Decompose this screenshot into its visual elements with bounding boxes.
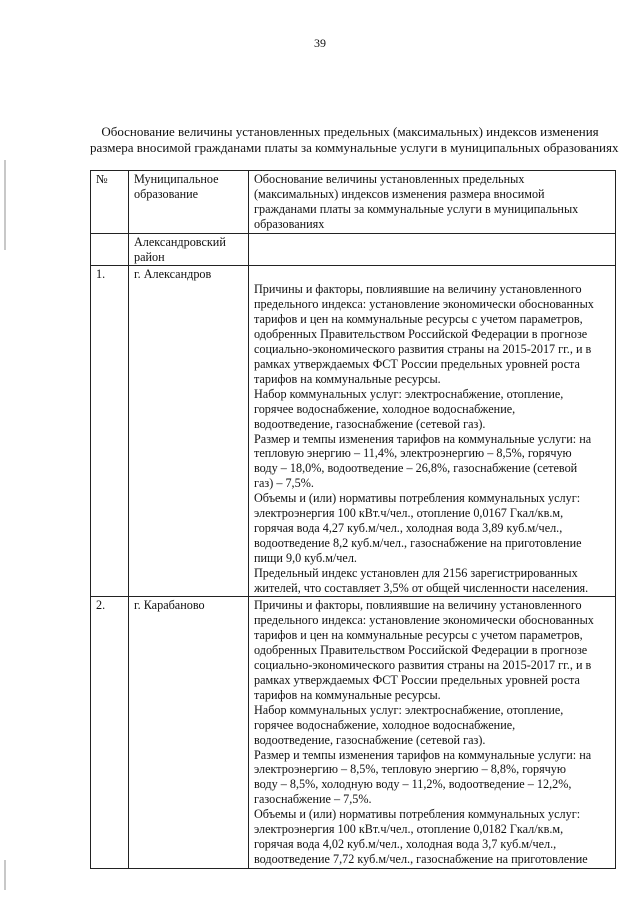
justification-line: Предельный индекс установлен для 2156 зарегистрированных (254, 565, 578, 580)
justification-line: Набор коммунальных услуг: электроснабжение, отопление, (254, 386, 564, 401)
justification-line: тарифов и цен на коммунальные ресурсы с учетом параметров, (254, 628, 583, 643)
page-number: 39 (314, 36, 326, 50)
justification-line: Причины и факторы, повлиявшие на величину установленного (254, 598, 582, 613)
justification-line: Набор коммунальных услуг: электроснабжение, отопление, (254, 702, 564, 717)
justification-line: тарифов и цен на коммунальные ресурсы с учетом параметров, (254, 312, 583, 327)
justification-line: рамках утверждаемых ФСТ России предельных уровней роста (254, 356, 580, 371)
justification-line: электроэнергия 100 кВт.ч/чел., отопление 0,0167 Гкал/кв.м, (254, 506, 564, 521)
justification-line: горячая вода 4,02 куб.м/чел., холодная вода 3,7 куб.м/чел., (254, 836, 557, 851)
municipality-name (129, 597, 249, 868)
header-number (91, 171, 129, 234)
row-number-text: 1. (96, 267, 106, 282)
title-line: размера вносимой гражданами платы за коммунальные услуги в муниципальных образованиях (90, 140, 619, 155)
justification-lines (254, 282, 611, 595)
justification-line: Причины и факторы, повлиявшие на величину установленного (254, 282, 582, 297)
justification-line: водоотведение, газоснабжение (сетевой газ). (254, 732, 486, 747)
index-justification-table (90, 170, 616, 869)
justification-line: горячее водоснабжение, холодное водоснабжение, (254, 717, 516, 732)
justification-line: Объемы и (или) нормативы потребления коммунальных услуг: (254, 491, 581, 506)
municipality-name-text: г. Александров (134, 267, 212, 282)
table-row (91, 597, 616, 868)
municipality-name-text: г. Карабаново (134, 598, 205, 613)
header-text: гражданами платы за коммунальные услуги в муниципальных (254, 201, 579, 216)
justification-line: предельного индекса: установление экономически обоснованных (254, 613, 594, 628)
justification-line: рамках утверждаемых ФСТ России предельных уровней роста (254, 673, 580, 687)
justification-line: одобренных Правительством Российской Федерации в прогнозе (254, 643, 588, 658)
justification-line: водоотведение 7,72 куб.м/чел., газоснабжение на приготовление (254, 851, 588, 866)
row-number (91, 266, 129, 597)
row-number-text: 2. (96, 598, 106, 613)
justification-line: социально-экономического развития страны на 2015-2017 гг., и в (254, 342, 592, 357)
justification-line: водоотведение 8,2 куб.м/чел., газоснабжение на приготовление (254, 535, 582, 550)
header-justification (249, 171, 616, 234)
table-header-row (91, 171, 616, 234)
district-name: район (134, 249, 165, 264)
justification-line: социально-экономического развития страны на 2015-2017 гг., и в (254, 658, 592, 673)
municipality-name (129, 266, 249, 597)
header-text: Обоснование величины установленных предельных (254, 172, 525, 186)
district-name: Александровский (134, 234, 226, 249)
table-row (91, 266, 616, 597)
justification-line: Размер и темпы изменения тарифов на коммунальные услуги: на (254, 747, 592, 762)
justification-line: горячее водоснабжение, холодное водоснабжение, (254, 401, 516, 416)
justification-line: воду – 8,5%, холодную воду – 11,2%, водоотведение – 12,2%, (254, 777, 572, 792)
justification-line: одобренных Правительством Российской Федерации в прогнозе (254, 327, 588, 342)
header-text: образованиях (254, 216, 325, 231)
header-text: № (96, 172, 108, 186)
justification-line: газоснабжение – 7,5%. (254, 792, 372, 807)
justification-line: водоотведение, газоснабжение (сетевой газ). (254, 416, 486, 431)
document-title (90, 124, 619, 156)
row-number (91, 597, 129, 868)
scan-margin-mark (4, 160, 6, 250)
justification-line: пищи 9,0 куб.м/чел. (254, 550, 357, 565)
district-number-cell (91, 233, 129, 266)
justification-lines (254, 598, 611, 866)
justification-text (249, 597, 616, 868)
header-text: Муниципальное (134, 172, 219, 186)
spacer (254, 267, 611, 282)
justification-line: воду – 18,0%, водоотведение – 26,8%, газоснабжение (сетевой (254, 461, 578, 476)
justification-text (249, 266, 616, 597)
justification-line: электроэнергию – 8,5%, тепловую энергию – 8,8%, горячую (254, 762, 567, 777)
header-municipality (129, 171, 249, 234)
justification-line: тарифов на коммунальные ресурсы. (254, 687, 441, 702)
justification-line: тарифов на коммунальные ресурсы. (254, 371, 441, 386)
district-text-cell (249, 233, 616, 266)
justification-line: жителей, что составляет 3,5% от общей численности населения. (254, 580, 589, 595)
justification-line: электроэнергия 100 кВт.ч/чел., отопление 0,0182 Гкал/кв.м, (254, 822, 564, 837)
justification-line: горячая вода 4,27 куб.м/чел., холодная вода 3,89 куб.м/чел., (254, 520, 563, 535)
justification-line: Размер и темпы изменения тарифов на коммунальные услуги: на (254, 431, 592, 446)
justification-line: тепловую энергию – 11,4%, электроэнергию – 8,5%, горячую (254, 446, 572, 461)
justification-line: газ) – 7,5%. (254, 476, 314, 491)
district-name-cell (129, 233, 249, 266)
district-row (91, 233, 616, 266)
header-text: (максимальных) индексов изменения размера вносимой (254, 186, 545, 201)
justification-line: Объемы и (или) нормативы потребления коммунальных услуг: (254, 807, 581, 822)
title-line: Обоснование величины установленных предельных (максимальных) индексов изменения (101, 124, 599, 139)
scan-margin-mark (4, 860, 6, 890)
header-text: образование (134, 186, 199, 201)
justification-line: предельного индекса: установление экономически обоснованных (254, 297, 594, 312)
